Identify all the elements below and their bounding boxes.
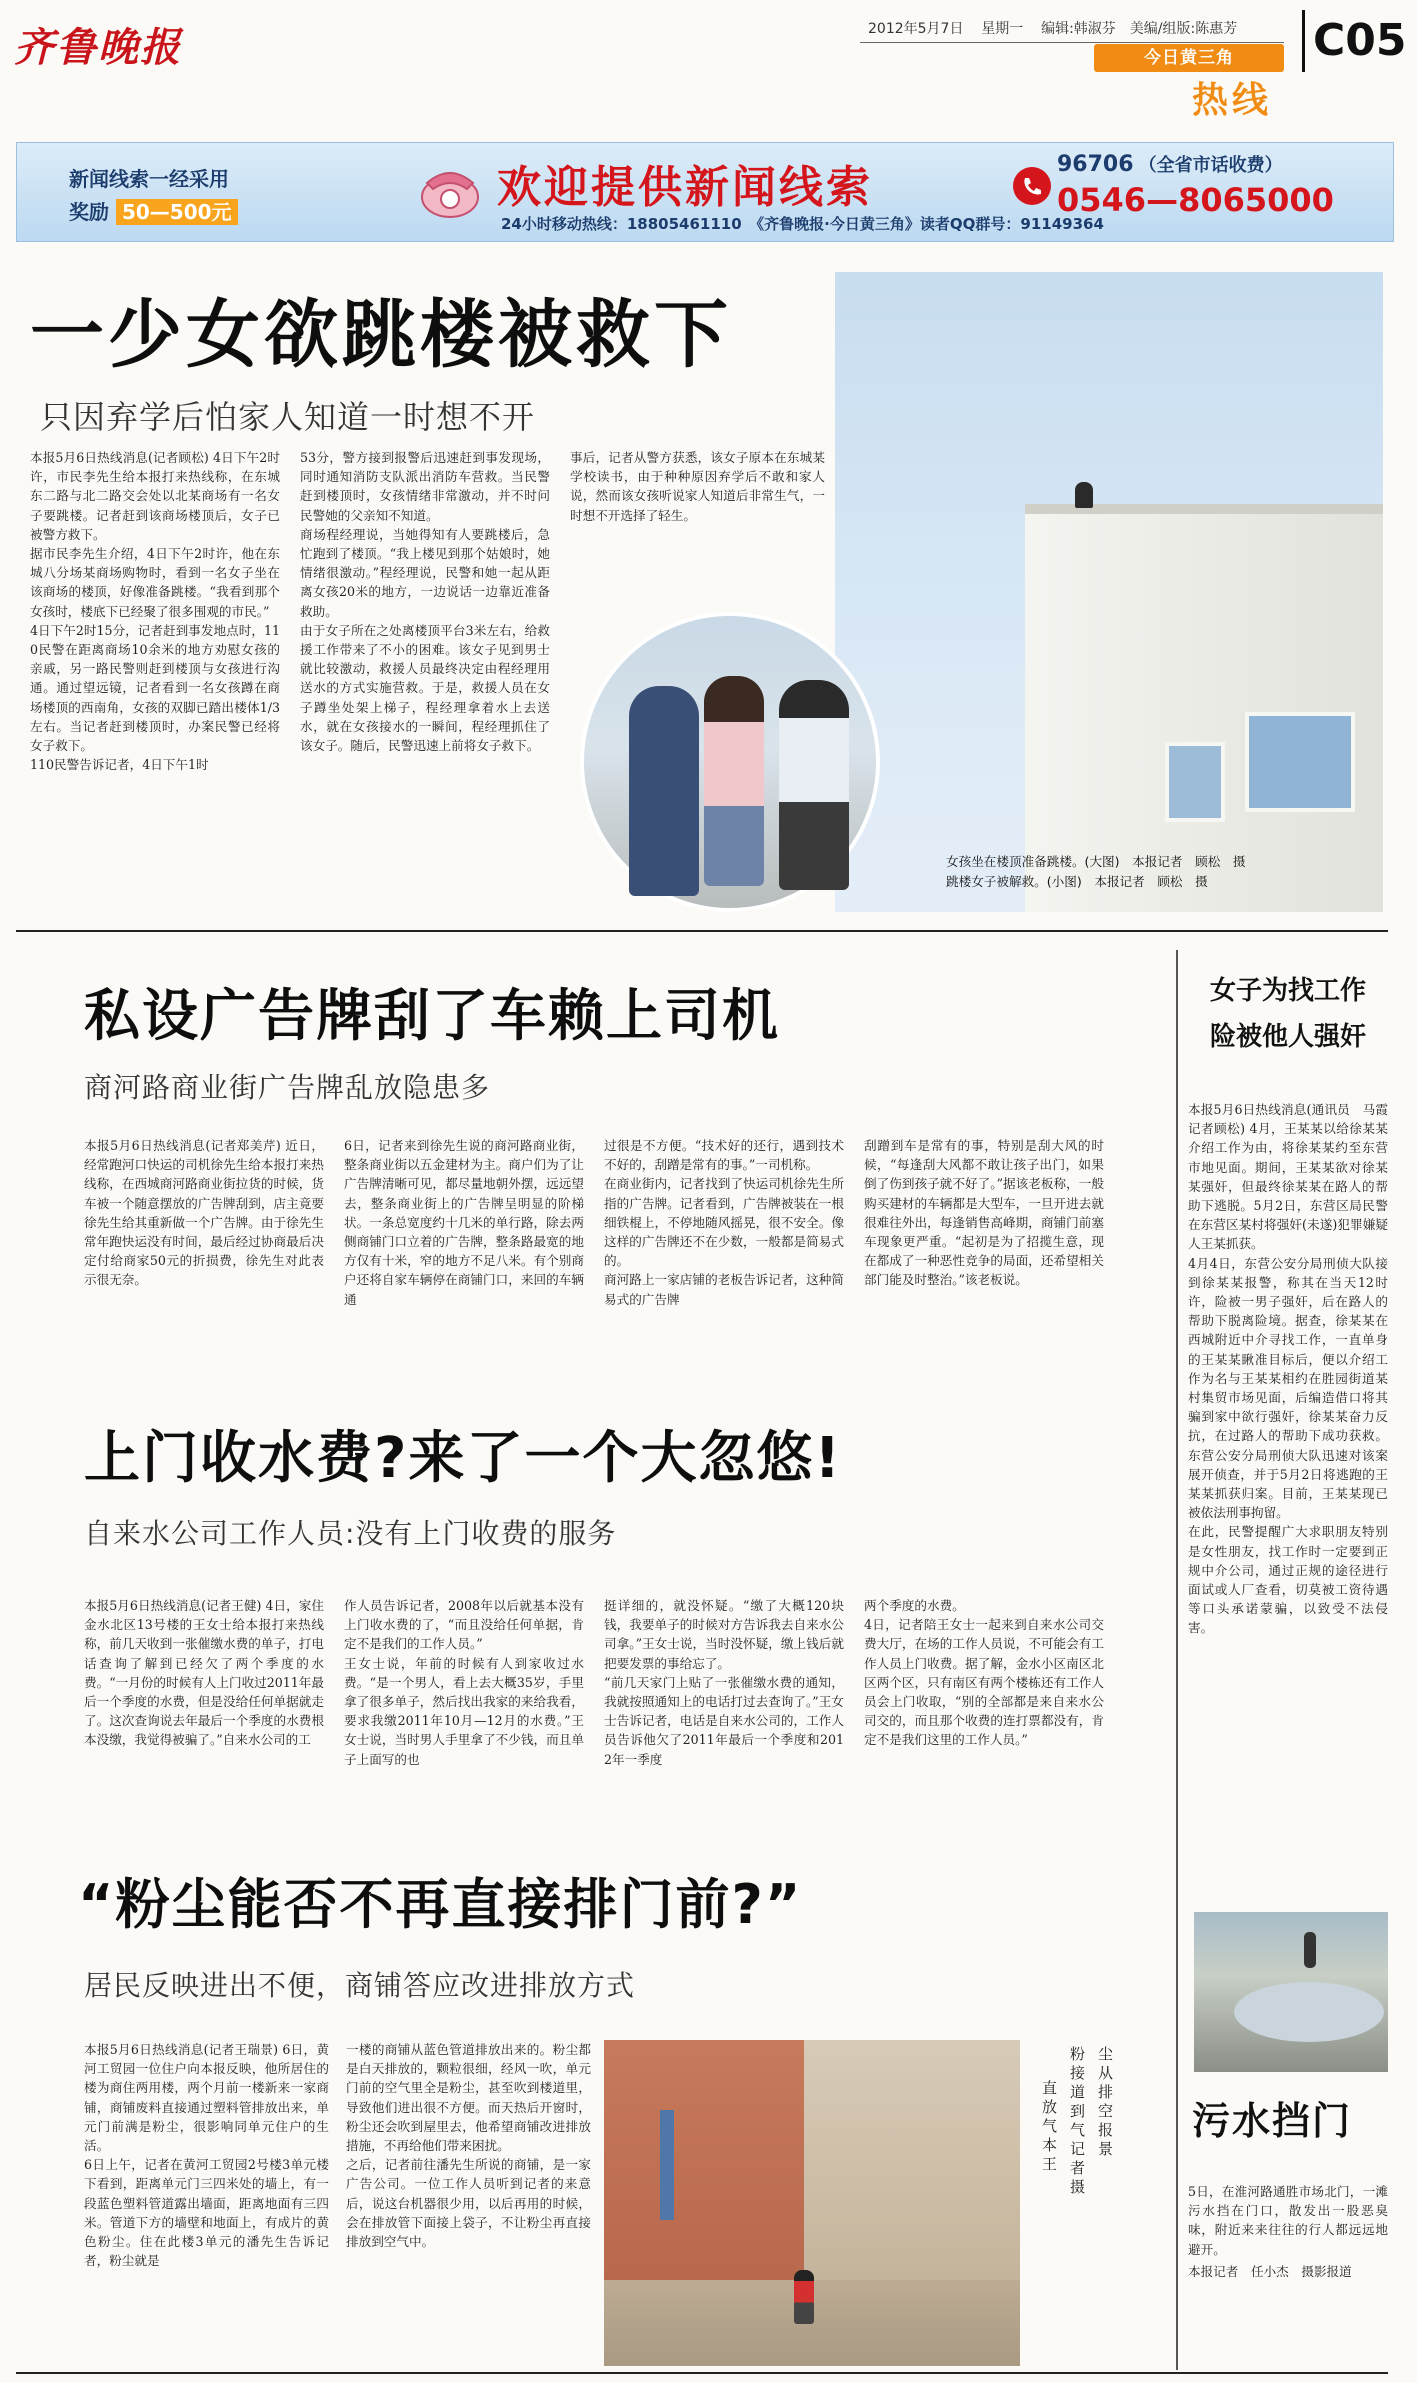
article3-col2: 作人员告诉记者，2008年以后就基本没有上门收水费的了，“而且没给任何单据，肯定不是我们的工作人员。” 王女士说，年前的时候有人到家收过水费。“是一个男人，看上去大概35岁，手里拿了很多单子，然后找出我家的来给我看，要求我缴2011年10月—12月的水费。”王女士说，当时男人手里拿了不少钱，而且单子上面写的也 bbox=[344, 1598, 584, 1767]
reward-prefix: 奖励 bbox=[69, 200, 109, 224]
article1-col2: 53分，警方接到报警后迅速赶到事发现场，同时通知消防支队派出消防车营救。当民警赶到楼顶时，女孩情绪非常激动，并不时问民警她的父亲知不知道。 商场程经理说，当她得知有人要跳楼后，急忙跑到了楼顶。“我上楼见到那个姑娘时，她情绪很激动。”程经理说，民警和她一起从距离女孩20米的地方，一边说话一边靠近准备救助。 由于女子所在之处离楼顶平台3米左右，给救援工作带来了不小的困难。该女子见到男士就比较激动，救援人员最终决定由程经理用送水的方式实施营救。于是，救援人员在女子蹲坐处架上梯子，程经理拿着水上去送水，就在女孩接水的一瞬间，程经理抓住了该女子。随后，民警迅速上前将女子救下。 bbox=[300, 450, 550, 754]
article2-headline: 私设广告牌刮了车赖上司机 bbox=[84, 984, 780, 1049]
hotline-phone: 0546—8065000 bbox=[1057, 181, 1334, 219]
article4-headline: “粉尘能否不再直接排门前?” bbox=[78, 1873, 803, 1936]
reward-line1: 新闻线索一经采用 bbox=[69, 167, 229, 191]
article3-col1: 本报5月6日热线消息(记者王健) 4日，家住金水北区13号楼的王女士给本报打来热线称，前几天收到一张催缴水费的单子，打电话查询了解到已经欠了两个季度的水费。“一月份的时候有人上门收过2011年最后一个季度的水费，但是没给任何单据就走了。这次查询说去年最后一个季度的水费根本没缴，我觉得被骗了。”自来水公司的工 bbox=[84, 1598, 324, 1748]
sidebar-rule-left bbox=[1176, 950, 1178, 2370]
tip-banner bbox=[16, 142, 1394, 242]
section-name: 热线 bbox=[1192, 80, 1273, 121]
bottom-rule bbox=[16, 2372, 1388, 2374]
reward-line2 bbox=[69, 196, 289, 225]
article1-col1: 本报5月6日热线消息(记者顾松) 4日下午2时许，市民李先生给本报打来热线称，在东城东二路与北二路交会处以北某商场有一名女子要跳楼。记者赶到该商场楼顶后，女子已被警方救下。 据市民李先生介绍，4日下午2时许，他在东城八分场某商场购物时，看到一名女子坐在该商场的楼顶，好像准备跳楼。“我看到那个女孩时，楼底下已经聚了很多围观的市民。” 4日下午2时15分，记者赶到事发地点时，110民警在距离商场10余米的地方劝慰女孩的亲戚，另一路民警则赶到楼顶与女孩进行沟通。通过望远镜，记者看到一名女孩蹲在商场楼顶的西南角，女孩的双脚已踏出楼体1/3左右。当记者赶到楼顶时，办案民警已经将女子救下。 110民警告诉记者，4日下午1时 bbox=[30, 450, 280, 773]
caption-small: 跳楼女子被解救。(小图) 本报记者 顾松 摄 bbox=[946, 874, 1208, 889]
newspaper-logo: 齐鲁晚报 bbox=[14, 24, 182, 71]
reward-box bbox=[69, 163, 289, 223]
caption-large: 女孩坐在楼顶准备跳楼。(大图) 本报记者 顾松 摄 bbox=[946, 854, 1246, 869]
article2-col2: 6日，记者来到徐先生说的商河路商业街，整条商业街以五金建材为主。商户们为了让广告牌清晰可见，都尽量地朝外摆，远远望去，整条商业街上的广告牌呈明显的阶梯状。一条总宽度约十几米的单行路，除去两侧商铺门口立着的广告牌，整条路最宽的地方仅有十米，窄的地方不足八米。有个别商户还将自家车辆停在商铺门口，来回的车辆通 bbox=[344, 1138, 584, 1307]
masthead-rule bbox=[860, 42, 1284, 43]
article4-col2: 一楼的商铺从蓝色管道排放出来的。粉尘都是白天排放的，颗粒很细，经风一吹，单元门前的空气里全是粉尘，甚至吹到楼道里，导致他们进出很不方便。而天热后开窗时，粉尘还会吹到屋里去，他希望商铺改进排放措施，不再给他们带来困扰。 之后，记者前往潘先生所说的商铺，是一家广告公司。一位工作人员听到记者的来意后，说这台机器很少用，以后再用的时候，会在排放管下面接上袋子，不让粉尘再直接排放到空气中。 bbox=[346, 2042, 591, 2250]
sidebar2-headline: 污水挡门 bbox=[1192, 2099, 1353, 2143]
child-figure bbox=[794, 2270, 814, 2324]
article2-col1: 本报5月6日热线消息(记者郑美芹) 近日，经常跑河口快运的司机徐先生给本报打来热线称，在西城商河路商业街拉货的时候，货车被一个随意摆放的广告牌刮到，店主竟要徐先生给其重新做一个广告牌。由于徐先生常年跑快运没有时间，最后经过协商最后决定付给商家50元的折损费，徐先生对此表示很无奈。 bbox=[84, 1138, 324, 1288]
page-number-box bbox=[1302, 10, 1408, 72]
dust-photo bbox=[604, 2040, 1020, 2366]
article3-subhead: 自来水公司工作人员:没有上门收费的服务 bbox=[84, 1517, 617, 1550]
girl-figure bbox=[704, 676, 764, 886]
welcome-slogan: 欢迎提供新闻线索 bbox=[497, 162, 873, 213]
dust-caption-col3: 直放气本王 bbox=[1040, 2080, 1058, 2175]
article3-headline: 上门收水费?来了一个大忽悠! bbox=[84, 1426, 843, 1491]
building-window bbox=[1245, 712, 1355, 812]
mobile-hotline: 24小时移动热线：18805461110 《齐鲁晚报·今日黄三角》读者QQ群号：91149364 bbox=[501, 215, 1104, 233]
puddle bbox=[1234, 1982, 1384, 2042]
dust-caption bbox=[1030, 2040, 1116, 2360]
rooftop-photo bbox=[835, 272, 1383, 912]
section-tag bbox=[1094, 44, 1284, 72]
sidebar2-credit: 本报记者 任小杰 摄影报道 bbox=[1188, 2264, 1352, 2279]
telephone-icon bbox=[417, 157, 483, 223]
article2-col3: 过很是不方便。“技术好的还行，遇到技术不好的，刮蹭是常有的事。”一司机称。 在商业街内，记者找到了快运司机徐先生所指的广告牌。记者看到，广告牌被装在一根细铁棍上，不停地随风摇晃，很不安全。像这样的广告牌还不在少数，一般都是简易式的。 商河路上一家店铺的老板告诉记者，这种简易式的广告牌 bbox=[604, 1138, 844, 1307]
phone-icon bbox=[1013, 167, 1051, 205]
sidebar1-headline-line1: 女子为找工作 bbox=[1209, 976, 1366, 1006]
blue-pipe bbox=[660, 2110, 674, 2220]
sidebar2-body: 5日，在淮河路通胜市场北门，一滩污水挡在门口，散发出一股恶臭味，附近来来往往的行人都远远地避开。 bbox=[1188, 2184, 1388, 2257]
red-wall bbox=[604, 2040, 804, 2280]
sidebar1-body: 本报5月6日热线消息(通讯员 马霞 记者顾松) 4月，王某某以给徐某某介绍工作为由，将徐某某约至东营市地见面。期间，王某某欲对徐某某强奸，但最终徐某某在路人的帮助下逃脱。5月2日，东营区局民警在东营区某村将强奸(未遂)犯罪嫌疑人王某抓获。 4月4日，东营公安分局刑侦大队接到徐某某报警，称其在当天12时许，险被一男子强奸，后在路人的帮助下脱离险境。据查，徐某某在西城附近中介寻找工作，一直单身的王某某瞅准目标后，便以介绍工作为名与王某某相约在胜园街道某村集贸市场见面，后编造借口将其骗到家中欲行强奸，徐某某奋力反抗，在过路人的帮助下成功获救。东营公安分局刑侦大队迅速对该案展开侦查，并于5月2日将逃跑的王某某抓获归案。目前，王某某现已被依法刑事拘留。 在此，民警提醒广大求职朋友特别是女性朋友，找工作时一定要到正规中介公司，通过正规的途径进行面试或人厂查看，切莫被工资待遇等口头承诺蒙骗，以致受不法侵害。 bbox=[1188, 1102, 1388, 1636]
sidebar1-headline-line2: 险被他人强奸 bbox=[1209, 1022, 1366, 1052]
girl-on-roof bbox=[1075, 482, 1093, 508]
masthead bbox=[0, 0, 1417, 130]
police-officer-figure bbox=[629, 686, 699, 896]
dusty-wall bbox=[804, 2040, 1020, 2280]
dust-caption-col2: 粉接道到气记者摄 bbox=[1068, 2046, 1086, 2198]
sidebar1-headline bbox=[1188, 950, 1388, 1060]
article1-subhead: 只因弃学后怕家人知道一时想不开 bbox=[40, 398, 536, 436]
editor-credit: 编辑:韩淑芬 美编/组版:陈惠芳 bbox=[1041, 21, 1238, 37]
article1-col3: 事后，记者从警方获悉，该女子原本在东城某学校读书，由于种种原因弃学后不敢和家人说，然而该女孩听说家人知道后非常生气，一时想不开选择了轻生。 bbox=[570, 450, 825, 523]
section-tag-label: 今日黄三角 bbox=[1144, 48, 1234, 68]
page-number: C05 bbox=[1313, 15, 1407, 66]
article2-col4: 刮蹭到车是常有的事，特别是刮大风的时候，“每逢刮大风都不敢让孩子出门，如果倒了伤到孩子就不好了。”据该老板称，一般购买建材的车辆都是大型车，一旦开进去就很难往外出，每逢销售高峰期，商铺门前塞车现象更严重。“起初是为了招揽生意，现在都成了一种恶性竞争的局面，还希望相关部门能及时整治。”该老板说。 bbox=[864, 1138, 1104, 1288]
article2-subhead: 商河路商业街广告牌乱放隐患多 bbox=[84, 1071, 491, 1104]
issue-weekday: 星期一 bbox=[981, 21, 1024, 37]
sidebar-box bbox=[1188, 950, 1388, 2370]
masthead-meta bbox=[868, 18, 1237, 38]
reward-amount: 50—500元 bbox=[116, 199, 238, 225]
section-divider bbox=[16, 930, 1388, 932]
sewage-photo bbox=[1194, 1912, 1388, 2072]
dust-caption-col1: 尘从排空报景 bbox=[1096, 2046, 1114, 2160]
article3-col4: 两个季度的水费。 4日，记者陪王女士一起来到自来水公司交费大厅，在场的工作人员说，不可能会有工作人员上门收费。据了解，金水小区南区北区两个区，只有南区有两个楼栋还有工作人员会上门收取，“别的全部都是来自来水公司交的，而且那个收费的连打票都没有，肯定不是我们这里的工作人员。” bbox=[864, 1598, 1104, 1748]
issue-date: 2012年5月7日 bbox=[868, 21, 964, 37]
article1-headline: 一少女欲跳楼被救下 bbox=[30, 292, 732, 378]
article3-col3: 挺详细的，就没怀疑。“缴了大概120块钱，我要单子的时候对方告诉我去自来水公司拿。”王女士说，当时没怀疑，缴上钱后就把要发票的事给忘了。 “前几天家门上贴了一张催缴水费的通知，我就按照通知上的电话打过去查询了。”王女士告诉记者，电话是自来水公司的，工作人员告诉他欠了2011年最后一个季度和2012年一季度 bbox=[604, 1598, 844, 1767]
article1-caption bbox=[946, 852, 1245, 892]
hotline-note: （全省市话收费） bbox=[1138, 155, 1283, 176]
rescue-photo bbox=[580, 612, 880, 912]
pedestrian-figure bbox=[1304, 1932, 1316, 1968]
hotline-code: 96706 bbox=[1057, 152, 1134, 177]
article4-subhead: 居民反映进出不便，商铺答应改进排放方式 bbox=[84, 1969, 636, 2002]
building-window bbox=[1165, 742, 1225, 822]
article4-col1: 本报5月6日热线消息(记者王瑞景) 6日，黄河工贸园一位住户向本报反映，他所居住的楼为商住两用楼，两个月前一楼新来一家商铺，商铺废料直接通过塑料管排放出来，单元门前满是粉尘，很影响同单元住户的生活。 6日上午，记者在黄河工贸园2号楼3单元楼下看到，距离单元门三四米处的墙上，有一段蓝色塑料管道露出墙面，距离地面有三四米。管道下方的墙壁和地面上，有成片的黄色粉尘。住在此楼3单元的潘先生告诉记者，粉尘就是 bbox=[84, 2042, 329, 2269]
man-figure bbox=[779, 680, 849, 890]
hotline-code-line bbox=[1057, 151, 1283, 177]
